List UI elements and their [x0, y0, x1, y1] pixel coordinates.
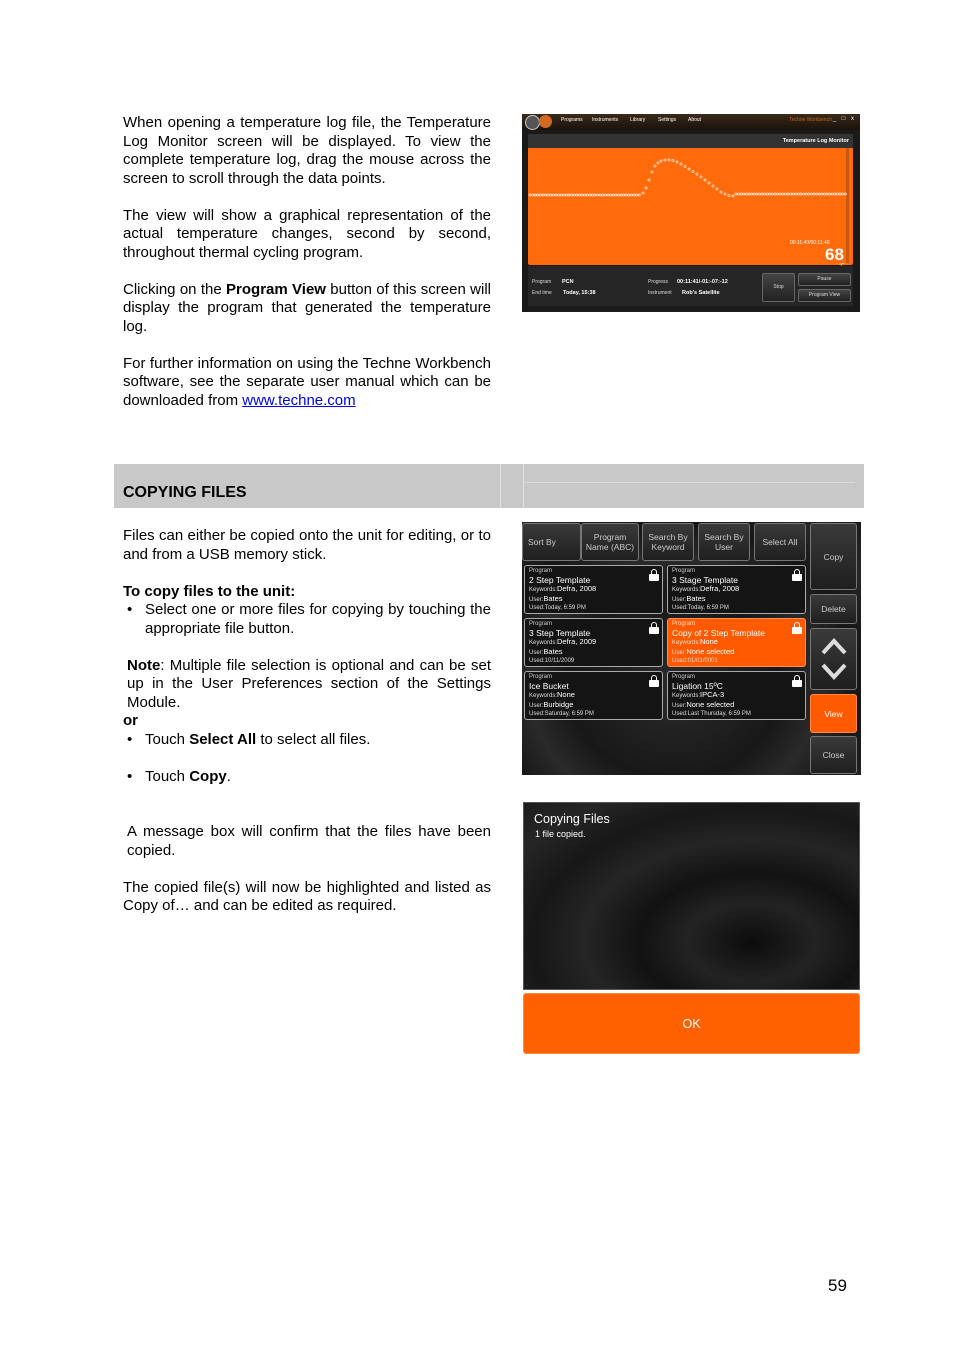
trace-point — [688, 168, 690, 170]
copying-text — [123, 527, 491, 916]
trace-point — [708, 182, 710, 184]
menu-about[interactable]: About — [688, 117, 702, 123]
card-user: User:Bates — [529, 646, 563, 656]
program-label: Program — [532, 279, 552, 285]
trace-point — [836, 193, 838, 195]
trace-point — [552, 194, 554, 196]
copy-button[interactable]: Copy — [810, 523, 857, 590]
card-kind: Program — [672, 568, 696, 574]
techne-logo — [539, 115, 552, 128]
program-view-button[interactable]: Program View — [798, 289, 851, 302]
trace-point — [563, 194, 565, 196]
header-rule — [525, 482, 855, 483]
scroll-down-icon[interactable] — [821, 662, 847, 682]
header-divider — [523, 464, 524, 508]
card-kind: Program — [672, 674, 696, 680]
trace-point — [790, 193, 792, 195]
card-program-name: 3 Stage Template — [672, 575, 738, 585]
trace-point — [623, 194, 625, 196]
ok-button[interactable]: OK — [523, 993, 860, 1054]
trace-point — [636, 194, 638, 196]
trace-point — [753, 193, 755, 195]
menu-instruments[interactable]: Instruments — [592, 117, 619, 123]
trace-point — [748, 193, 750, 195]
trace-point — [716, 188, 718, 190]
copy-confirmation-screenshot — [523, 802, 860, 1054]
copied-files-paragraph: The copied file(s) will now be highlighted and listed as Copy of… and can be edited as required. — [123, 878, 491, 914]
card-keywords: Keywords:None — [529, 690, 575, 699]
close-button[interactable]: Close — [810, 736, 857, 774]
trace-point — [808, 193, 810, 195]
trace-point — [571, 194, 573, 196]
trace-point — [724, 193, 726, 195]
endtime-value: Today, 15:38 — [563, 290, 596, 296]
trace-point — [751, 193, 753, 195]
trace-point — [839, 193, 841, 195]
trace-point — [604, 194, 606, 196]
trace-point — [813, 193, 815, 195]
trace-point — [728, 194, 730, 196]
trace-point — [558, 194, 560, 196]
trace-point — [547, 194, 549, 196]
trace-point — [610, 194, 612, 196]
elapsed-time: 00:11:40/00:11:40 — [790, 240, 830, 246]
trace-point — [826, 193, 828, 195]
trace-point — [555, 194, 557, 196]
trace-point — [831, 193, 833, 195]
trace-point — [771, 193, 773, 195]
trace-point — [651, 171, 653, 173]
progress-label: Progress — [648, 279, 669, 285]
bullet-copy — [123, 768, 491, 787]
trace-point — [565, 194, 567, 196]
title-bar — [522, 114, 860, 130]
trace-point — [774, 193, 776, 195]
intro-text — [123, 114, 491, 410]
card-last-used: Used:Saturday, 6:59 PM — [529, 711, 594, 717]
bullet-text: Touch Select All to select all files. — [145, 730, 371, 748]
trace-point — [745, 193, 747, 195]
program-card[interactable] — [667, 671, 806, 720]
trace-point — [777, 193, 779, 195]
trace-point — [738, 193, 740, 195]
trace-point — [740, 193, 742, 195]
trace-point — [795, 193, 797, 195]
trace-point — [645, 187, 647, 189]
program-value: PCN — [562, 279, 574, 285]
trace-point — [761, 193, 763, 195]
instrument-value: Rob's Satellite — [682, 290, 720, 296]
trace-point — [810, 193, 812, 195]
trace-point — [692, 170, 694, 172]
pause-button[interactable]: Pause — [798, 273, 851, 286]
card-program-name: Ice Bucket — [529, 681, 569, 691]
current-temperature: 68 — [825, 245, 844, 264]
trace-point — [617, 194, 619, 196]
run-info-panel — [528, 266, 853, 306]
header-divider — [500, 464, 501, 508]
card-keywords: Keywords:None — [672, 637, 718, 646]
trace-point — [625, 194, 627, 196]
trace-point — [672, 159, 674, 161]
trace-point — [550, 194, 552, 196]
trace-point — [537, 194, 539, 196]
trace-point — [844, 193, 846, 195]
lock-icon — [792, 569, 802, 581]
intro-paragraph-3: Clicking on the Program View button of this screen will display the program that generated the temperature log. — [123, 280, 491, 335]
card-last-used: Used:01/01/0001 — [672, 658, 718, 664]
bullet-select-all — [123, 731, 491, 750]
trace-point — [628, 194, 630, 196]
trace-point — [573, 194, 575, 196]
trace-point — [576, 194, 578, 196]
temperature-plot[interactable] — [528, 134, 853, 265]
trace-point — [834, 193, 836, 195]
trace-point — [758, 193, 760, 195]
menu-settings[interactable]: Settings — [658, 117, 677, 123]
trace-point — [589, 194, 591, 196]
card-program-name: 2 Step Template — [529, 575, 591, 585]
window-controls[interactable]: _ □ x — [832, 116, 856, 122]
card-user: User:None selected — [672, 646, 735, 656]
trace-point — [599, 194, 601, 196]
message-panel — [523, 802, 860, 990]
trace-point — [676, 161, 678, 163]
card-kind: Program — [529, 674, 553, 680]
note-paragraph: Note: Multiple file selection is optional and can be set up in the User Preferences section of the Settings Module. — [127, 656, 491, 711]
bullet-mark: • — [127, 601, 133, 618]
program-card[interactable] — [524, 565, 663, 614]
program-card[interactable] — [524, 618, 663, 667]
card-kind: Program — [672, 621, 696, 627]
trace-point — [654, 165, 656, 167]
trace-point — [584, 194, 586, 196]
stop-button[interactable]: Stop — [762, 273, 795, 302]
trace-point — [602, 194, 604, 196]
scroll-up-icon[interactable] — [821, 636, 847, 656]
section-header — [114, 464, 864, 508]
trace-point — [764, 193, 766, 195]
progress-value: 00:11:41/-01:-07:-12 — [677, 279, 728, 285]
trace-point — [545, 194, 547, 196]
trace-point — [615, 194, 617, 196]
trace-point — [803, 193, 805, 195]
trace-point — [597, 194, 599, 196]
intro-paragraph-2: The view will show a graphical representation of the actual temperature changes, second by second, throughout thermal cycling program. — [123, 206, 491, 261]
trace-point — [534, 194, 536, 196]
copy-to-unit-heading: To copy files to the unit: — [123, 582, 296, 600]
trace-point — [842, 193, 844, 195]
trace-point — [581, 194, 583, 196]
lock-icon — [649, 675, 659, 687]
card-keywords: Keywords:Defra, 2009 — [529, 637, 597, 646]
trace-point — [612, 194, 614, 196]
menu-programs[interactable]: Programs — [561, 117, 583, 123]
card-last-used: Used:Today, 6:59 PM — [672, 605, 729, 611]
trace-point — [766, 193, 768, 195]
card-last-used: Used:10/11/2009 — [529, 658, 575, 664]
trace-point — [720, 191, 722, 193]
trace-point — [700, 176, 702, 178]
trace-point — [782, 193, 784, 195]
back-icon[interactable] — [525, 115, 540, 130]
trace-point — [568, 194, 570, 196]
card-kind: Program — [529, 568, 553, 574]
trace-point — [642, 192, 644, 194]
trace-point — [735, 193, 737, 195]
trace-point — [578, 194, 580, 196]
program-card[interactable] — [667, 618, 806, 667]
trace-point — [756, 193, 758, 195]
instrument-label: Instrument — [648, 290, 672, 296]
monitor-title: Temperature Log Monitor — [528, 134, 853, 148]
trace-point — [696, 173, 698, 175]
temperature-log-monitor-screenshot — [522, 114, 860, 312]
card-keywords: Keywords:IPCA-3 — [672, 690, 725, 699]
intro-paragraph-4: For further information on using the Techne Workbench software, see the separate user manual which can be downloaded from www.techne.com — [123, 354, 491, 409]
trace-point — [792, 193, 794, 195]
trace-point — [560, 194, 562, 196]
trace-point — [529, 194, 531, 196]
dialog-message: 1 file copied. — [535, 829, 586, 839]
lock-icon — [792, 675, 802, 687]
card-user: User:Burbidge — [529, 699, 574, 709]
program-browser-screenshot — [522, 522, 861, 775]
trace-point — [648, 179, 650, 181]
trace-point — [821, 193, 823, 195]
lock-icon — [792, 622, 802, 634]
trace-point — [800, 193, 802, 195]
card-keywords: Keywords:Defra, 2008 — [529, 584, 597, 593]
card-last-used: Used:Last Thursday, 6:59 PM — [672, 711, 751, 717]
trace-point — [818, 193, 820, 195]
menu-library[interactable]: Library — [630, 117, 646, 123]
card-user: User:Bates — [672, 593, 706, 603]
page-number: 59 — [828, 1276, 847, 1295]
card-user: User:None selected — [672, 699, 735, 709]
section-title: COPYING FILES — [123, 484, 247, 501]
card-keywords: Keywords:Defra, 2008 — [672, 584, 740, 593]
trace-point — [816, 193, 818, 195]
trace-point — [743, 193, 745, 195]
trace-point — [594, 194, 596, 196]
program-card[interactable] — [667, 565, 806, 614]
search-user-button[interactable]: Search By User — [698, 523, 750, 561]
dialog-title: Copying Files — [534, 812, 610, 826]
card-kind: Program — [529, 621, 553, 627]
trace-point — [591, 194, 593, 196]
brand-label: Techne Workbench — [789, 117, 832, 123]
view-button[interactable]: View — [810, 694, 857, 733]
copying-intro: Files can either be copied onto the unit for editing, or to and from a USB memory stick. — [123, 527, 491, 563]
trace-point — [712, 185, 714, 187]
program-card[interactable] — [524, 671, 663, 720]
sort-by-button[interactable]: Sort By — [522, 523, 581, 561]
trace-point — [769, 193, 771, 195]
trace-point — [638, 194, 640, 196]
trace-point — [532, 194, 534, 196]
intro-paragraph-1: When opening a temperature log file, the Temperature Log Monitor screen will be displayed. To view the complete temperature log, drag the mouse across the screen to scroll through the data points. — [123, 114, 491, 187]
trace-point — [633, 194, 635, 196]
card-program-name: Ligation 15ºC — [672, 681, 723, 691]
trace-point — [620, 194, 622, 196]
bullet-text: Touch Copy. — [145, 767, 231, 785]
trace-point — [732, 195, 734, 197]
techne-website-link[interactable]: www.techne.com — [242, 391, 356, 409]
trace-point — [668, 159, 670, 161]
or-label: or — [123, 712, 138, 729]
card-user: User:Bates — [529, 593, 563, 603]
trace-point — [586, 194, 588, 196]
select-all-button[interactable]: Select All — [754, 523, 806, 561]
trace-point — [787, 193, 789, 195]
endtime-label: End time — [532, 290, 552, 296]
trace-point — [630, 194, 632, 196]
trace-point — [704, 179, 706, 181]
trace-point — [539, 194, 541, 196]
trace-point — [660, 160, 662, 162]
search-keyword-button[interactable]: Search By Keyword — [642, 523, 694, 561]
program-name-sort-button[interactable]: Program Name (ABC) — [581, 523, 639, 561]
trace-point — [684, 165, 686, 167]
trace-point — [680, 163, 682, 165]
lock-icon — [649, 569, 659, 581]
trace-point — [797, 193, 799, 195]
trace-point — [823, 193, 825, 195]
trace-point — [779, 193, 781, 195]
trace-point — [542, 194, 544, 196]
message-box-paragraph: A message box will confirm that the files have been copied. — [127, 823, 491, 859]
bullet-mark: • — [127, 767, 133, 785]
trace-point — [784, 193, 786, 195]
scroll-buttons — [810, 628, 857, 690]
delete-button[interactable]: Delete — [810, 594, 857, 624]
lock-icon — [649, 622, 659, 634]
trace-point — [805, 193, 807, 195]
bullet-mark: • — [127, 730, 133, 748]
card-program-name: Copy of 2 Step Template — [672, 628, 765, 638]
trace-point — [829, 193, 831, 195]
trace-point — [657, 162, 659, 164]
trace-point — [607, 194, 609, 196]
bullet-select-files — [123, 601, 491, 638]
card-program-name: 3 Step Template — [529, 628, 591, 638]
bullet-text: Select one or more files for copying by touching the appropriate file button. — [145, 601, 491, 637]
card-last-used: Used:Today, 6:59 PM — [529, 605, 586, 611]
trace-point — [664, 159, 666, 161]
